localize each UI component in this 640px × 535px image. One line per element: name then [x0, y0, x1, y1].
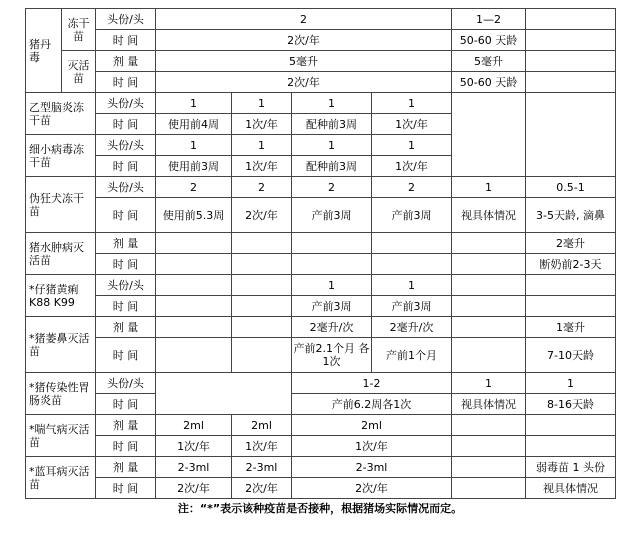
table-cell: 视具体情况	[452, 394, 526, 415]
table-cell: 时 间	[96, 394, 156, 415]
table-cell	[452, 254, 526, 275]
table-cell	[452, 93, 526, 177]
table-cell	[452, 415, 526, 436]
table-cell: 1	[452, 177, 526, 198]
table-row	[26, 415, 616, 436]
table-cell: 产前3周	[292, 296, 372, 317]
table-cell: 灭活苗	[62, 51, 96, 93]
table-cell: 50-60 天龄	[452, 30, 526, 51]
table-cell: 1次/年	[372, 156, 452, 177]
table-cell: 使用前5.3周	[156, 198, 232, 233]
table-cell: 断奶前2-3天	[526, 254, 616, 275]
table-cell: 视具体情况	[526, 478, 616, 499]
vaccination-schedule-table	[25, 8, 616, 499]
table-cell: 头份/头	[96, 9, 156, 30]
table-cell: 使用前3周	[156, 156, 232, 177]
table-row	[26, 93, 616, 114]
table-cell: 1毫升	[526, 317, 616, 338]
table-cell: 弱毒苗 1 头份	[526, 457, 616, 478]
table-cell: 视具体情况	[452, 198, 526, 233]
table-cell: 2次/年	[292, 478, 452, 499]
table-cell: 时 间	[96, 198, 156, 233]
table-cell: 2毫升/次	[292, 317, 372, 338]
table-cell: 1	[452, 373, 526, 394]
table-cell	[526, 296, 616, 317]
table-cell	[452, 338, 526, 373]
table-row	[26, 373, 616, 394]
table-cell: 1次/年	[292, 436, 452, 457]
table-row	[26, 296, 616, 317]
table-cell: 产前3周	[372, 296, 452, 317]
table-cell	[452, 296, 526, 317]
table-row	[26, 198, 616, 233]
table-cell: 时 间	[96, 296, 156, 317]
table-cell: 2	[232, 177, 292, 198]
table-cell: 1次/年	[232, 114, 292, 135]
table-row	[26, 478, 616, 499]
table-cell: 1	[232, 135, 292, 156]
table-cell: 头份/头	[96, 373, 156, 394]
table-row	[26, 177, 616, 198]
table-cell: 2	[292, 177, 372, 198]
table-cell: 头份/头	[96, 177, 156, 198]
table-cell: 产前1个月	[372, 338, 452, 373]
table-cell	[452, 457, 526, 478]
table-cell	[372, 233, 452, 254]
table-cell: 2次/年	[156, 478, 232, 499]
table-cell: 乙型脑炎冻干苗	[26, 93, 96, 135]
table-cell	[292, 254, 372, 275]
table-cell	[452, 233, 526, 254]
table-cell: 50-60 天龄	[452, 72, 526, 93]
table-row	[26, 72, 616, 93]
table-cell	[156, 373, 292, 415]
table-cell: 时 间	[96, 114, 156, 135]
table-cell: *猪传染性胃肠炎苗	[26, 373, 96, 415]
table-cell: 猪水肿病灭活苗	[26, 233, 96, 275]
table-cell: 7-10天龄	[526, 338, 616, 373]
table-cell: 时 间	[96, 478, 156, 499]
table-cell: 5毫升	[156, 51, 452, 72]
table-row	[26, 233, 616, 254]
table-cell: 时 间	[96, 30, 156, 51]
table-cell: 2	[156, 177, 232, 198]
table-cell: 2ml	[232, 415, 292, 436]
table-cell: 1次/年	[156, 436, 232, 457]
table-cell	[232, 275, 292, 296]
table-cell: 2	[156, 9, 452, 30]
table-cell: 1-2	[292, 373, 452, 394]
footnote: 注：“*”表示该种疫苗是否接种，根据猪场实际情况而定。	[177, 502, 463, 515]
table-cell: 2次/年	[156, 30, 452, 51]
table-cell: 0.5-1	[526, 177, 616, 198]
table-cell: 产前6.2周各1次	[292, 394, 452, 415]
table-cell	[156, 338, 232, 373]
table-cell	[372, 254, 452, 275]
table-cell: 时 间	[96, 254, 156, 275]
table-cell: 2-3ml	[292, 457, 452, 478]
table-cell: *喘气病灭活苗	[26, 415, 96, 457]
table-row	[26, 254, 616, 275]
table-row	[26, 30, 616, 51]
table-cell	[452, 275, 526, 296]
table-cell	[526, 415, 616, 436]
table-cell	[156, 233, 232, 254]
table-cell: 1次/年	[232, 156, 292, 177]
table-cell: *仔猪黄痢 K88 K99	[26, 275, 96, 317]
table-cell: *蓝耳病灭活苗	[26, 457, 96, 499]
table-cell	[292, 233, 372, 254]
table-cell	[452, 478, 526, 499]
table-cell	[156, 254, 232, 275]
table-cell: 剂 量	[96, 457, 156, 478]
table-row	[26, 436, 616, 457]
table-cell: 8-16天龄	[526, 394, 616, 415]
table-cell	[232, 233, 292, 254]
table-cell	[156, 296, 232, 317]
table-cell: 2	[372, 177, 452, 198]
table-cell: 伪狂犬冻干苗	[26, 177, 96, 233]
table-cell: 2-3ml	[156, 457, 232, 478]
table-cell: 使用前4周	[156, 114, 232, 135]
table-cell: 细小病毒冻干苗	[26, 135, 96, 177]
table-cell	[526, 93, 616, 177]
table-cell	[232, 254, 292, 275]
table-cell: 1	[292, 135, 372, 156]
table-cell: 剂 量	[96, 317, 156, 338]
table-cell: 产前2.1个月 各1次	[292, 338, 372, 373]
table-cell: 1次/年	[372, 114, 452, 135]
table-cell: 1	[292, 275, 372, 296]
table-cell: 1次/年	[232, 436, 292, 457]
table-cell: 1	[526, 373, 616, 394]
table-cell	[526, 51, 616, 72]
table-cell	[526, 9, 616, 30]
table-cell: 2次/年	[232, 198, 292, 233]
table-cell: 2毫升/次	[372, 317, 452, 338]
table-cell: 时 间	[96, 338, 156, 373]
table-cell	[526, 275, 616, 296]
table-cell	[526, 30, 616, 51]
table-row	[26, 275, 616, 296]
table-cell: 配种前3周	[292, 156, 372, 177]
table-cell	[526, 72, 616, 93]
table-cell	[232, 317, 292, 338]
table-row	[26, 394, 616, 415]
table-cell	[232, 338, 292, 373]
table-cell: 2ml	[292, 415, 452, 436]
table-cell: 2-3ml	[232, 457, 292, 478]
table-cell: 头份/头	[96, 275, 156, 296]
table-cell: 1	[156, 135, 232, 156]
table-cell: 剂 量	[96, 415, 156, 436]
table-row	[26, 317, 616, 338]
table-cell: 1	[156, 93, 232, 114]
table-cell: 1	[372, 93, 452, 114]
table-cell: 剂 量	[96, 51, 156, 72]
table-cell: 2毫升	[526, 233, 616, 254]
table-cell: 冻干苗	[62, 9, 96, 51]
table-cell: 1	[292, 93, 372, 114]
table-cell: 3-5天龄, 滴鼻	[526, 198, 616, 233]
table-cell: 1	[372, 135, 452, 156]
table-cell: 产前3周	[372, 198, 452, 233]
table-cell: 1	[372, 275, 452, 296]
table-cell: 产前3周	[292, 198, 372, 233]
table-cell: 剂 量	[96, 233, 156, 254]
table-cell: 1	[232, 93, 292, 114]
table-cell: 头份/头	[96, 135, 156, 156]
table-cell: 2次/年	[232, 478, 292, 499]
table-row	[26, 338, 616, 373]
table-cell: 1—2	[452, 9, 526, 30]
table-cell: 头份/头	[96, 93, 156, 114]
table-cell	[156, 275, 232, 296]
table-cell: 2ml	[156, 415, 232, 436]
document-area	[25, 8, 616, 499]
table-cell	[232, 296, 292, 317]
table-cell: 配种前3周	[292, 114, 372, 135]
table-cell	[156, 317, 232, 338]
table-cell	[452, 436, 526, 457]
table-cell: 2次/年	[156, 72, 452, 93]
table-cell	[452, 317, 526, 338]
table-cell: 5毫升	[452, 51, 526, 72]
table-cell: 猪丹毒	[26, 9, 62, 93]
table-row	[26, 9, 616, 30]
table-cell	[526, 436, 616, 457]
table-cell: 时 间	[96, 72, 156, 93]
table-cell: 时 间	[96, 156, 156, 177]
table-cell: *猪萎鼻灭活苗	[26, 317, 96, 373]
table-row	[26, 51, 616, 72]
table-cell: 时 间	[96, 436, 156, 457]
table-row	[26, 457, 616, 478]
